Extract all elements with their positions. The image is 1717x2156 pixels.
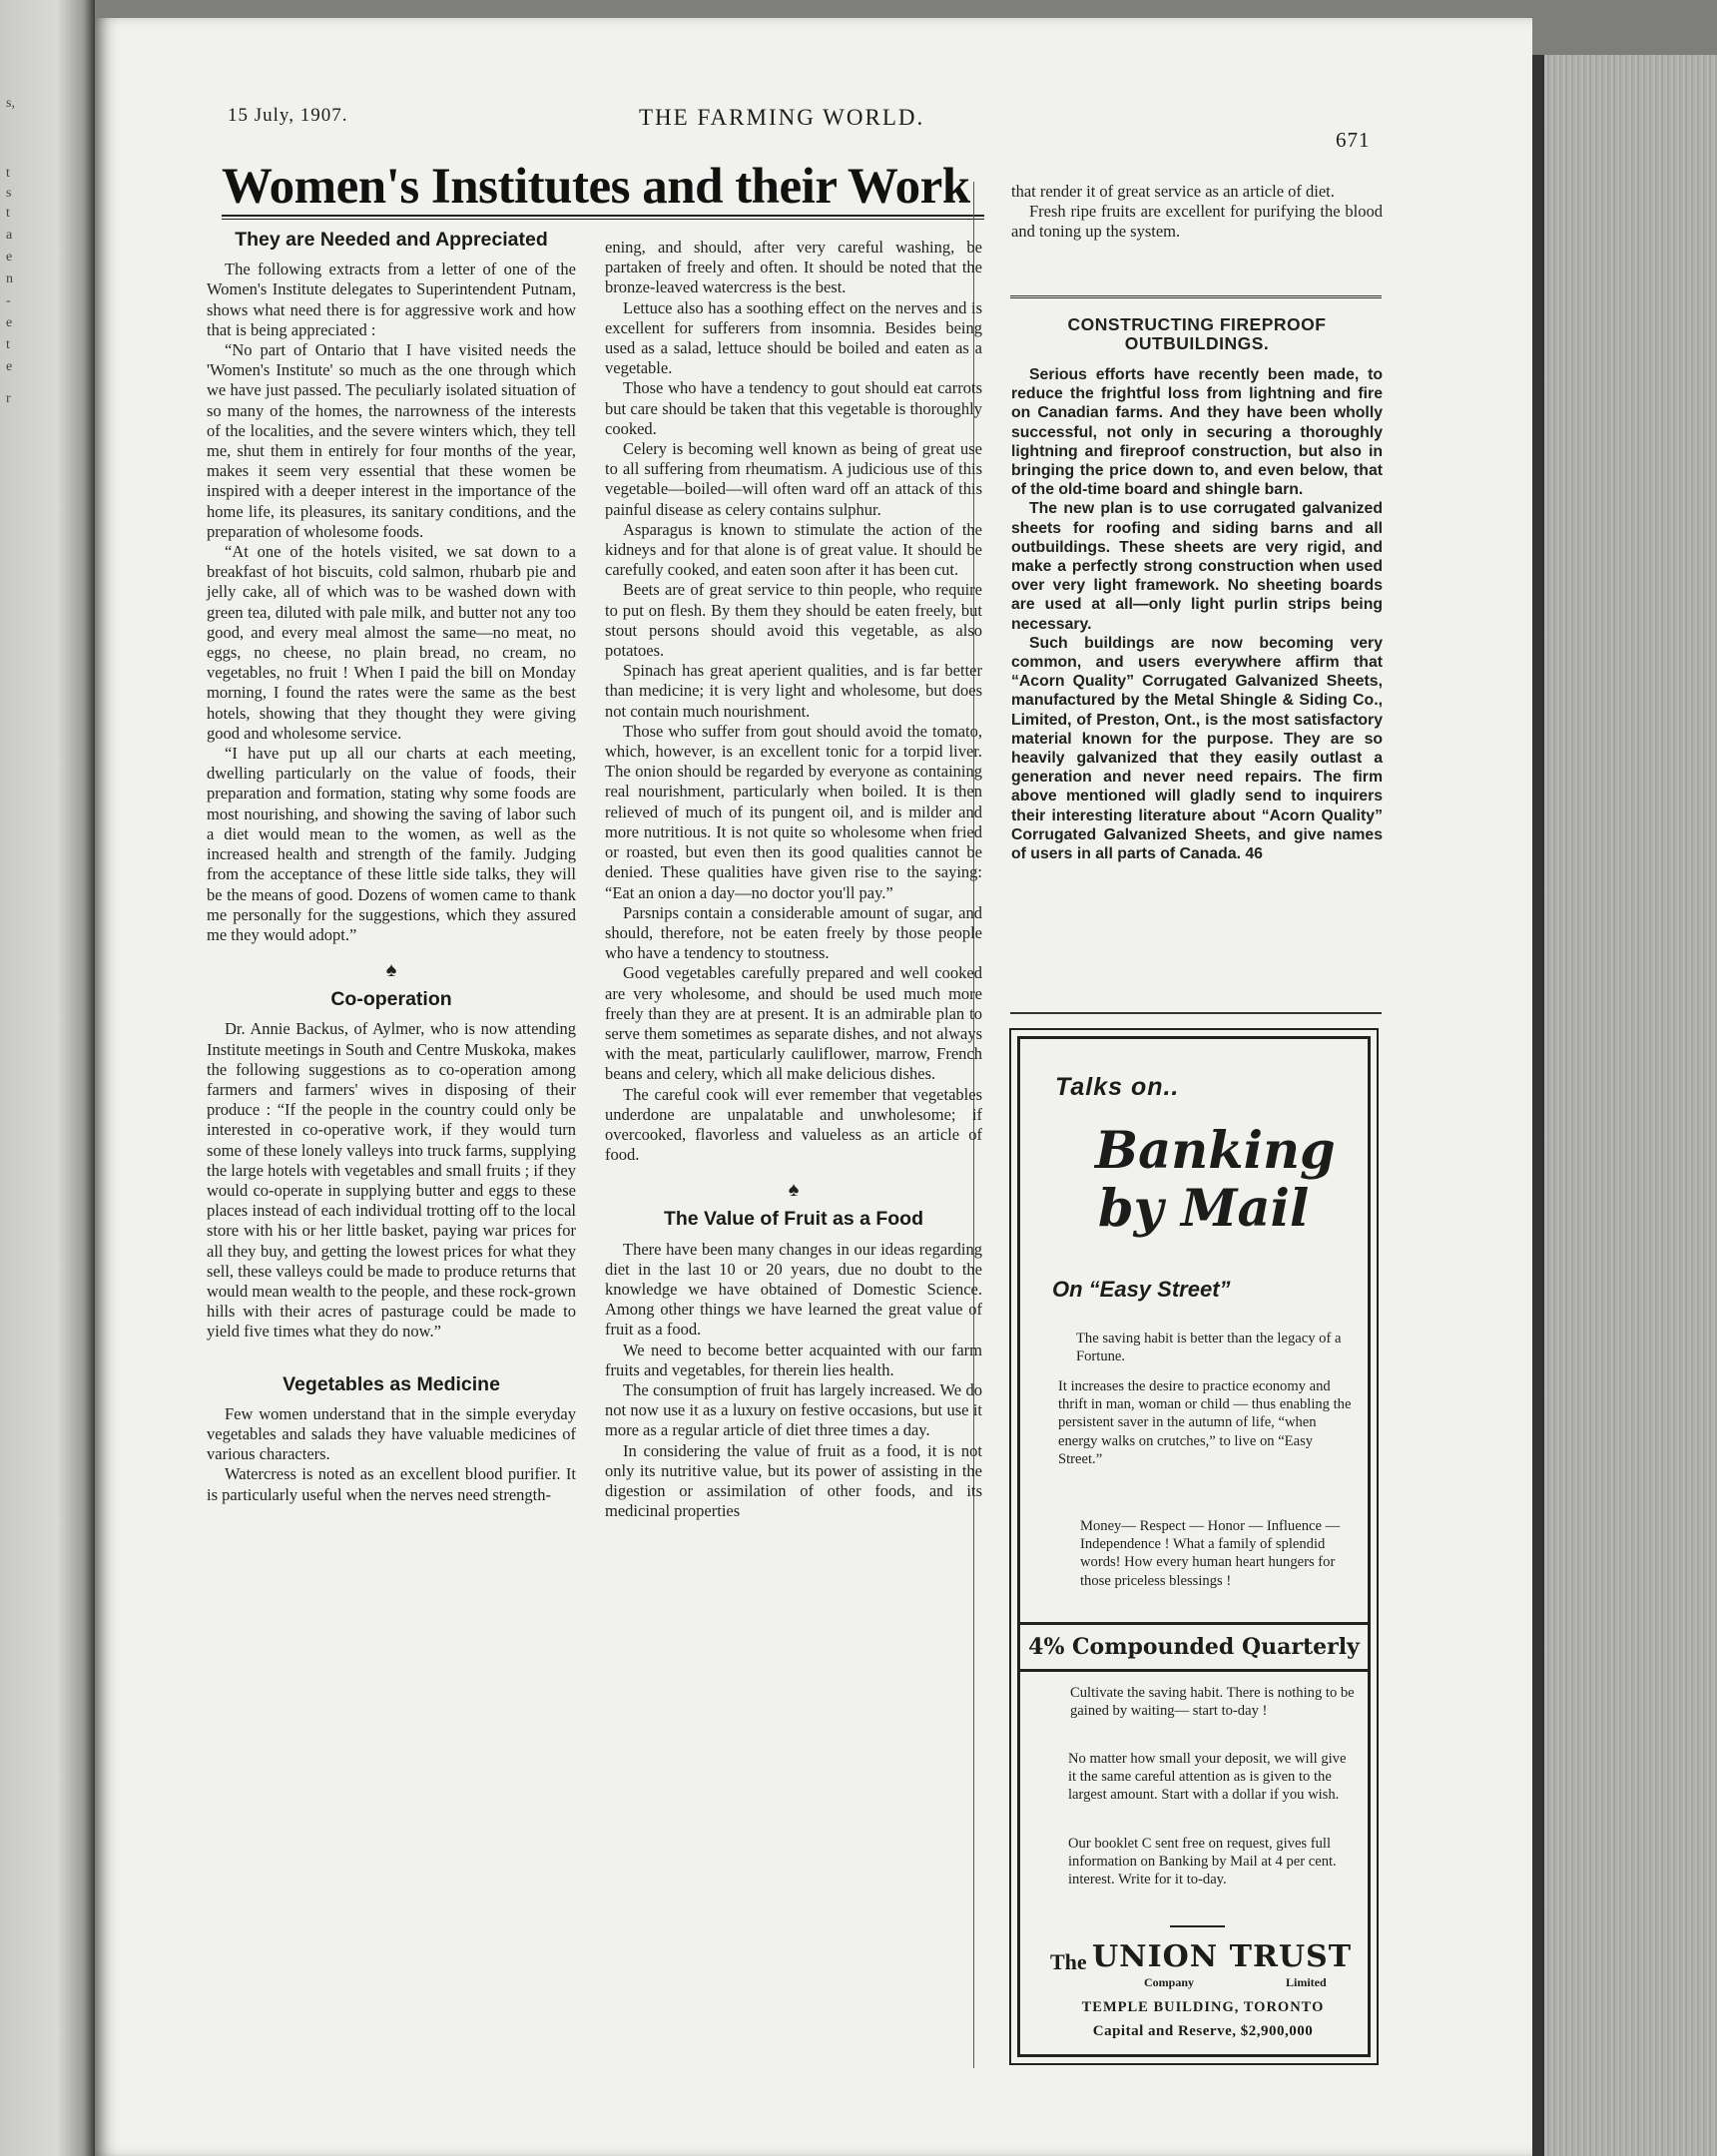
- paragraph: Lettuce also has a soothing effect on the nerves and is excellent for sufferers from insomnia. Besides being used as a salad, lettuce should be boiled and eaten as a vegetable.: [605, 297, 982, 378]
- notice-heading-line: OUTBUILDINGS.: [1124, 333, 1270, 353]
- section-heading: Co-operation: [330, 988, 452, 1011]
- fireproof-notice: [1011, 315, 1383, 863]
- paragraph: Such buildings are now becoming very common, and users everywhere affirm that “Acorn Quality” Corrugated Galvanized Sheets, manufactured by the Metal Shingle & Siding Co., Limited, of Preston, Ont., is the most satisfactory material known for the purpose. They are so heavily galvanized that they easily outlast a generation and never need repairs. The firm above mentioned will gladly send to inquirers their interesting literature about “Acorn Quality” Corrugated Galvanized Sheets, and give names of users in all parts of Canada. 46: [1011, 634, 1383, 863]
- paragraph: The new plan is to use corrugated galvanized sheets for roofing and siding barns and all outbuildings. These sheets are very rigid, and make a perfectly strong construction when used over very light framework. No sheeting boards are used at all—only light purlin strips being necessary.: [1011, 500, 1383, 633]
- ad-text: Cultivate the saving habit. There is nothing to be gained by waiting— start to-day !: [1070, 1685, 1355, 1720]
- paragraph: Celery is becoming well known as being of great use to all suffering from rheumatism. A judicious use of this vegetable—boiled—will often ward off an attack of this painful disease as celery contains sulphur.: [605, 439, 982, 519]
- margin-letter: s: [6, 186, 12, 201]
- paragraph: The careful cook will ever remember that vegetables underdone are unpalatable and unwholesome; if overcooked, flavorless and valueless as an article of food.: [605, 1084, 982, 1165]
- column-1: [207, 228, 576, 1505]
- title-rule: [222, 215, 984, 220]
- paragraph: The following extracts from a letter of one of the Women's Institute delegates to Superintendent Putnam, shows what need there is for aggressive work and how that is being appreciated :: [207, 260, 576, 339]
- company-name: UNION TRUST: [1092, 1939, 1353, 1974]
- spade-ornament-icon: ♠: [385, 959, 397, 982]
- column-3-continuation: [1011, 182, 1383, 243]
- company-address: TEMPLE BUILDING, TORONTO: [1081, 1999, 1325, 2015]
- paragraph: Few women understand that in the simple everyday vegetables and salads they have valuable medicines of various characters.: [207, 1403, 576, 1464]
- margin-letter: -: [6, 293, 11, 308]
- ad-text: The saving habit is better than the legacy of a Fortune.: [1076, 1331, 1342, 1365]
- issue-date: 15 July, 1907.: [228, 105, 348, 126]
- paragraph: Those who have a tendency to gout should eat carrots but care should be taken that this vegetable is thoroughly cooked.: [605, 378, 982, 438]
- page-number: 671: [1336, 128, 1371, 152]
- paragraph: Parsnips contain a considerable amount of sugar, and should, therefore, not be eaten freely by those people who have a tendency to stoutness.: [605, 902, 982, 963]
- paragraph: In considering the value of fruit as a food, it is not only its nutritive value, but its power of assisting in the digestion or assimilation of other foods, and its medicinal properties: [605, 1440, 982, 1521]
- interest-rate-band: 4% Compounded Quarterly: [1020, 1622, 1368, 1672]
- paragraph: Good vegetables carefully prepared and well cooked are very wholesome, and should be used much more freely than they are at present. It is an admirable plan to serve them sometimes as separate dishes, and not always with the meat, particularly cauliflower, marrow, French beans and celery, which all make delicious dishes.: [605, 963, 982, 1084]
- paragraph: “I have put up all our charts at each meeting, dwelling particularly on the value of foods, their preparation and formation, stating why some foods are most nourishing, and showing the saving of labor such a diet would mean to the women, as well as the increased health and strength of the family. Judging from the acceptance of these little side talks, they will be the means of good. Dozens of women came to thank me personally for the suggestions, which they assured me they would adopt.”: [207, 744, 576, 944]
- divider: [1170, 1925, 1225, 1927]
- margin-letter: t: [6, 166, 10, 181]
- paragraph: We need to become better acquainted with our farm fruits and vegetables, for therein lies health.: [605, 1340, 982, 1379]
- company-capital: Capital and Reserve, $2,900,000: [1092, 2023, 1314, 2039]
- paragraph: Dr. Annie Backus, of Aylmer, who is now attending Institute meetings in South and Centre Muskoka, makes the following suggestions as to co-operation among farmers and farmers' wives in disposing of their produce : “If the people in the country could only be interested in co-operative work, if they would turn some of these lonely valleys into truck farms, supplying the large hotels with vegetables and small fruits ; if they would co-operate in supplying butter and eggs to these places instead of each individual trotting off to the local store with his or her little basket, paying war prices for all they buy, and getting the lowest prices for what they sell, these valleys could be made to produce returns that would mean wealth to the people, and these rock-grown hills with their acres of pasturage could be made to yield five times what they do now.”: [207, 1019, 576, 1342]
- ad-text: It increases the desire to practice economy and thrift in man, woman or child — thus enabling the persistent saver in the autumn of life, “when energy walks on crutches,” to live on “Easy Street.”: [1058, 1378, 1352, 1467]
- article-title: Women's Institutes and their Work: [222, 159, 970, 215]
- margin-letter: a: [6, 228, 13, 243]
- advertisement-border: [1017, 1036, 1371, 2057]
- ad-subheading: On “Easy Street”: [1052, 1277, 1231, 1302]
- company-article: The: [1050, 1949, 1087, 1974]
- paragraph: Beets are of great service to thin people, who require to put on flesh. By them they should be eaten freely, but stout persons should avoid this vegetable, as also potatoes.: [605, 580, 982, 661]
- paragraph: Watercress is noted as an excellent blood purifier. It is particularly useful when the nerves need strength-: [207, 1464, 576, 1504]
- section-rule: [1010, 1012, 1382, 1014]
- ad-headline-banking: Banking: [1095, 1121, 1336, 1181]
- paragraph: Serious efforts have recently been made, to reduce the frightful loss from lightning and fire on Canadian farms. And they have been wholly successful, not only in securing a thoroughly lightning and fireproof construction, but also in bringing the price down to, and even below, that of the old-time board and shingle barn.: [1011, 366, 1383, 499]
- ad-text: Money— Respect — Honor — Influence — Independence ! What a family of splendid words! How every human heart hungers for those priceless blessings !: [1080, 1518, 1341, 1589]
- paragraph: Those who suffer from gout should avoid the tomato, which, however, is an excellent tonic for a torpid liver. The onion should be regarded by everyone as containing real nourishment, particularly when boiled. It is then relieved of much of its pungent oil, and is milder and more nutritious. It is not quite so wholesome when fried or roasted, but even then its good qualities cannot be denied. These qualities have given rise to the saying: “Eat an onion a day—no doctor you'll pay.”: [605, 721, 982, 902]
- paragraph: Spinach has great aperient qualities, and is far better than medicine; it is very light and wholesome, but does not contain much nourishment.: [605, 661, 982, 721]
- ad-text: No matter how small your deposit, we will give it the same careful attention as is given to the largest amount. Start with a dollar if you wish.: [1068, 1751, 1347, 1804]
- margin-letter: r: [6, 391, 11, 406]
- column-2: [605, 238, 982, 1521]
- margin-letter: t: [6, 206, 10, 221]
- company-word: Company: [1144, 1975, 1195, 1989]
- paragraph: Asparagus is known to stimulate the action of the kidneys and for that alone is of great value. It should be carefully cooked, and eaten soon after it has been cut.: [605, 519, 982, 580]
- bank-advertisement: [1009, 1028, 1379, 2065]
- paragraph: Fresh ripe fruits are excellent for purifying the blood and toning up the system.: [1011, 202, 1383, 242]
- ad-kicker: Talks on..: [1055, 1073, 1180, 1101]
- paragraph: “At one of the hotels visited, we sat down to a breakfast of hot biscuits, cold salmon, rhubarb pie and jelly cake, all of which was to be washed down with green tea, diluted with pale milk, and butter not any too good, and every meal almost the same—no meat, no eggs, no cheese, no plain bread, no cream, no vegetables, no fruit ! When I paid the bill on Monday morning, I found the rates were the same as the best hotels, showing that they thought they were giving good and wholesome service.: [207, 542, 576, 743]
- journal-title: THE FARMING WORLD.: [639, 105, 925, 130]
- paragraph: The consumption of fruit has largely increased. We do not now use it as a luxury on festive occasions, but use it more as a regular article of diet three times a day.: [605, 1379, 982, 1440]
- section-heading: The Value of Fruit as a Food: [663, 1208, 924, 1231]
- margin-letter: e: [6, 315, 13, 330]
- margin-letter: e: [6, 359, 13, 374]
- section-heading: They are Needed and Appreciated: [235, 229, 548, 251]
- facing-page-edge: [0, 0, 95, 2156]
- margin-letter: s,: [6, 96, 15, 111]
- paragraph: ening, and should, after very careful washing, be partaken of freely and often. It should be noted that the bronze-leaved watercress is the best.: [605, 238, 982, 297]
- paragraph: that render it of great service as an article of diet.: [1011, 182, 1335, 201]
- book-fore-edge: [1532, 55, 1717, 2156]
- margin-letter: e: [6, 250, 13, 265]
- section-heading: Vegetables as Medicine: [283, 1372, 500, 1395]
- margin-letter: n: [6, 271, 13, 286]
- section-rule: [1010, 295, 1382, 298]
- company-limited: Limited: [1286, 1975, 1327, 1989]
- ad-headline-by-mail: by Mail: [1098, 1179, 1310, 1239]
- spade-ornament-icon: ♠: [788, 1179, 800, 1202]
- ad-text: Our booklet C sent free on request, gives full information on Banking by Mail at 4 per cent. interest. Write for it to-day.: [1068, 1836, 1337, 1888]
- notice-heading-line: CONSTRUCTING FIREPROOF: [1067, 314, 1327, 334]
- margin-letter: t: [6, 337, 10, 352]
- notice-heading: [1011, 315, 1383, 353]
- paragraph: There have been many changes in our ideas regarding diet in the last 10 or 20 years, due no doubt to the knowledge we have obtained of Domestic Science. Among other things we have learned the great value of fruit as a food.: [605, 1239, 982, 1340]
- paragraph: “No part of Ontario that I have visited needs the 'Women's Institute' so much as the one through which we have just passed. The peculiarly isolated situation of so many of the homes, the narrowness of the interests of the localities, and the severe winters which, they tell me, shut them in entirely for four months of the year, makes it seem very essential that these women be inspired with a deeper interest in the importance of the home life, its pleasures, its sanitary conditions, and the preparation of wholesome foods.: [207, 340, 576, 541]
